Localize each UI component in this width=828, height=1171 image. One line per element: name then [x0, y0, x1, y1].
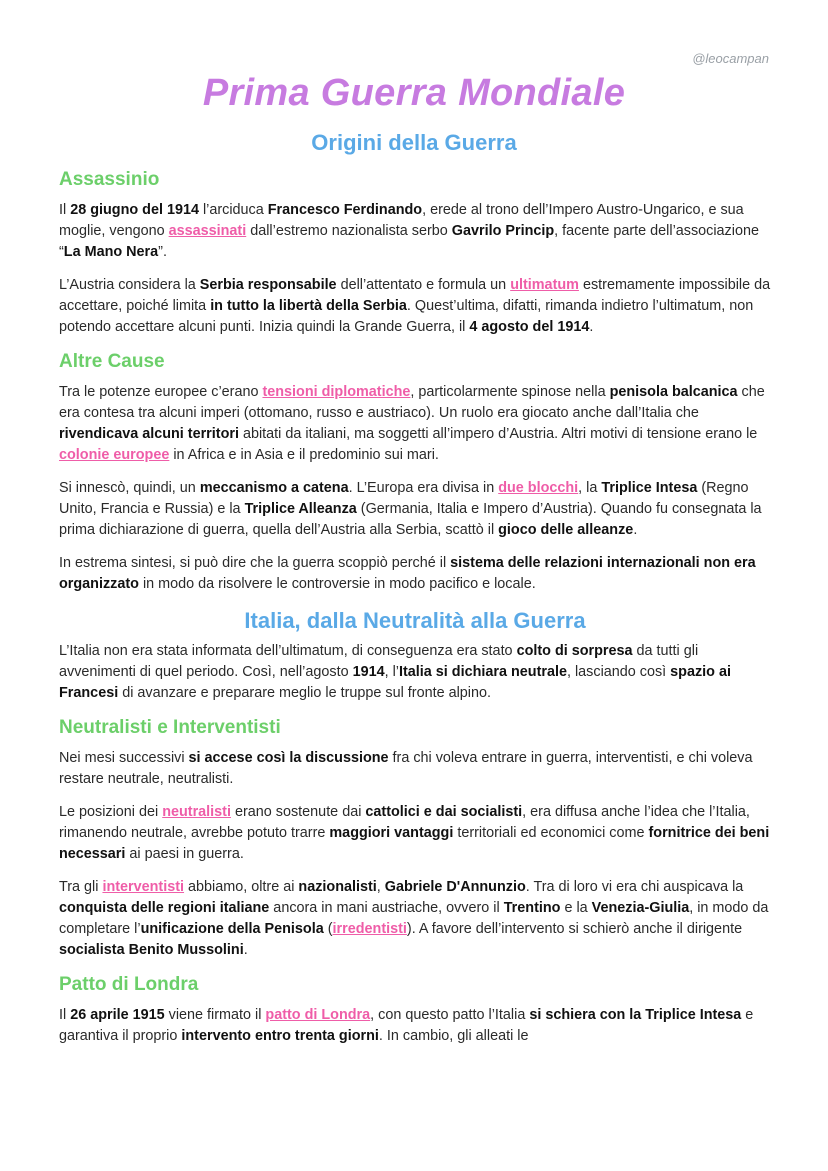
document-body	[59, 166, 771, 1047]
highlighted-keyword: ultimatum	[510, 277, 579, 293]
bold-term: conquista delle regioni italiane	[59, 900, 270, 916]
highlighted-keyword: tensioni diplomatiche	[262, 384, 411, 400]
text-run: (	[323, 921, 333, 937]
text-run: ). A favore dell’intervento si schierò anche il dirigente	[406, 921, 743, 937]
section-neutralisti	[59, 714, 771, 961]
bold-term: Trentino	[503, 900, 561, 916]
bold-term: Gabriele D'Annunzio	[384, 879, 526, 895]
paragraph	[59, 382, 771, 466]
bold-term: cattolici e dai socialisti	[365, 804, 523, 820]
bold-term: sistema delle relazioni internazionali non era organizzato	[59, 555, 756, 592]
bold-term: nazionalisti	[298, 879, 377, 895]
page-title: Prima Guerra Mondiale	[202, 72, 626, 114]
bold-term: Francesco Ferdinando	[267, 202, 423, 218]
text-run: Il	[59, 1007, 71, 1023]
bold-term: 1914	[352, 664, 385, 680]
text-run: dell’attentato e formula un	[336, 277, 511, 293]
highlighted-keyword: due blocchi	[498, 480, 579, 496]
text-run: . Tra di loro vi era chi auspicava la	[525, 879, 744, 895]
paragraph	[59, 200, 771, 263]
chapter-heading: Italia, dalla Neutralità alla Guerra	[244, 608, 586, 633]
text-run: (Germania, Italia e Impero d’Austria). Quando fu consegnata la prima dichiarazione di guerra, quella dell’Austria alla Serbia, scattò il	[59, 501, 762, 538]
text-run: . Quest’ultima, difatti, rimanda indietro l’ultimatum, non potendo accettare alcuni punti. Inizia quindi la Grande Guerra, il	[59, 298, 754, 335]
bold-term: Triplice Intesa	[601, 480, 698, 496]
bold-term: Venezia-Giulia	[591, 900, 690, 916]
text-run: che era contesa tra alcuni imperi (ottomano, russo e austriaco). Un ruolo era giocato anche dall’Italia che	[59, 384, 765, 421]
text-run: Nei mesi successivi	[59, 750, 189, 766]
page-subtitle: Origini della Guerra	[311, 130, 517, 155]
bold-term: 28 giugno del 1914	[70, 202, 199, 218]
bold-term: maggiori vantaggi	[329, 825, 454, 841]
bold-term: si accese così la discussione	[188, 750, 389, 766]
text-run: Il	[59, 202, 71, 218]
text-run: , l’	[384, 664, 400, 680]
highlighted-keyword: neutralisti	[162, 804, 231, 820]
text-run: in modo da risolvere le controversie in modo pacifico e locale.	[138, 576, 536, 592]
section-patto-di-londra	[59, 971, 771, 1047]
text-run: , erede al trono dell’Impero Austro-Ungarico, e sua moglie, vengono	[59, 202, 744, 239]
bold-term: meccanismo a catena	[199, 480, 349, 496]
section-assassinio	[59, 166, 771, 338]
text-run: erano sostenute dai	[230, 804, 366, 820]
paragraph	[59, 553, 771, 595]
text-run: di avanzare e preparare meglio le truppe sul fronte alpino.	[118, 685, 491, 701]
highlighted-keyword: assassinati	[168, 223, 247, 239]
bold-term: Italia si dichiara neutrale	[399, 664, 567, 680]
text-run: , in modo da completare l’	[59, 900, 769, 937]
text-run: e garantiva il proprio	[59, 1007, 754, 1044]
text-run: .	[633, 522, 638, 538]
paragraph	[59, 877, 771, 961]
text-run: L’Austria considera la	[59, 277, 200, 293]
author-watermark: @leocampan	[692, 51, 769, 66]
section-italia	[59, 605, 771, 704]
bold-term: fornitrice dei beni necessari	[59, 825, 770, 862]
bold-term: colto di sorpresa	[516, 643, 633, 659]
text-run: , particolarmente spinose nella	[410, 384, 610, 400]
bold-term: spazio ai Francesi	[59, 664, 731, 701]
text-run: abbiamo, oltre ai	[184, 879, 299, 895]
bold-term: La Mano Nera	[63, 244, 159, 260]
text-run: estremamente impossibile da accettare, poiché limita	[59, 277, 771, 314]
paragraph	[59, 641, 771, 704]
text-run: ,	[376, 879, 385, 895]
bold-term: 26 aprile 1915	[70, 1007, 165, 1023]
section-heading: Assassinio	[59, 169, 160, 190]
bold-term: Serbia responsabile	[199, 277, 337, 293]
text-run: Tra le potenze europee c’erano	[59, 384, 263, 400]
text-run: , la	[578, 480, 602, 496]
bold-term: in tutto la libertà della Serbia	[210, 298, 407, 314]
text-run: , lasciando così	[566, 664, 671, 680]
text-run: viene firmato il	[164, 1007, 266, 1023]
text-run: In estrema sintesi, si può dire che la guerra scoppiò perché il	[59, 555, 451, 571]
text-run: e la	[560, 900, 592, 916]
text-run: Si innescò, quindi, un	[59, 480, 200, 496]
bold-term: gioco delle alleanze	[498, 522, 634, 538]
bold-term: si schiera con la Triplice Intesa	[529, 1007, 742, 1023]
bold-term: Gavrilo Princip	[451, 223, 555, 239]
text-run: .	[243, 942, 248, 958]
text-run: , era diffusa anche l’idea che l’Italia, rimanendo neutrale, avrebbe potuto trarre	[59, 804, 750, 841]
text-run: . L’Europa era divisa in	[348, 480, 499, 496]
text-run: .	[589, 319, 594, 335]
bold-term: 4 agosto del 1914	[469, 319, 590, 335]
text-run: (Regno Unito, Francia e Russia) e la	[59, 480, 749, 517]
bold-term: intervento entro trenta giorni	[181, 1028, 379, 1044]
paragraph	[59, 1005, 771, 1047]
text-run: territoriali ed economici come	[453, 825, 649, 841]
text-run: ”.	[158, 244, 167, 260]
highlighted-keyword: interventisti	[102, 879, 185, 895]
text-run: ancora in mani austriache, ovvero il	[269, 900, 504, 916]
text-run: Le posizioni dei	[59, 804, 163, 820]
bold-term: rivendicava alcuni territori	[59, 426, 239, 442]
bold-term: unificazione della Penisola	[140, 921, 324, 937]
paragraph	[59, 478, 771, 541]
paragraph	[59, 275, 771, 338]
text-run: da tutti gli avvenimenti di quel periodo. Così, nell’agosto	[59, 643, 699, 680]
section-heading: Patto di Londra	[59, 974, 199, 995]
paragraph	[59, 802, 771, 865]
text-run: , con questo patto l’Italia	[370, 1007, 530, 1023]
text-run: in Africa e in Asia e il predominio sui mari.	[169, 447, 439, 463]
bold-term: socialista Benito Mussolini	[59, 942, 244, 958]
highlighted-keyword: irredentisti	[332, 921, 407, 937]
bold-term: Triplice Alleanza	[244, 501, 357, 517]
highlighted-keyword: colonie europee	[59, 447, 170, 463]
text-run: . In cambio, gli alleati le	[378, 1028, 529, 1044]
highlighted-keyword: patto di Londra	[265, 1007, 371, 1023]
text-run: fra chi voleva entrare in guerra, interventisti, e chi voleva restare neutrale, neutralisti.	[59, 750, 753, 787]
text-run: Tra gli	[59, 879, 103, 895]
text-run: abitati da italiani, ma soggetti all’impero d’Austria. Altri motivi di tensione erano le	[238, 426, 758, 442]
text-run: , facente parte dell’associazione “	[59, 223, 759, 260]
section-heading: Neutralisti e Interventisti	[59, 717, 281, 738]
text-run: l’arciduca	[198, 202, 268, 218]
paragraph	[59, 748, 771, 790]
section-altre-cause	[59, 348, 771, 595]
text-run: ai paesi in guerra.	[125, 846, 244, 862]
text-run: dall’estremo nazionalista serbo	[246, 223, 452, 239]
text-run: L’Italia non era stata informata dell’ultimatum, di conseguenza era stato	[59, 643, 517, 659]
section-heading: Altre Cause	[59, 351, 165, 372]
bold-term: penisola balcanica	[609, 384, 738, 400]
